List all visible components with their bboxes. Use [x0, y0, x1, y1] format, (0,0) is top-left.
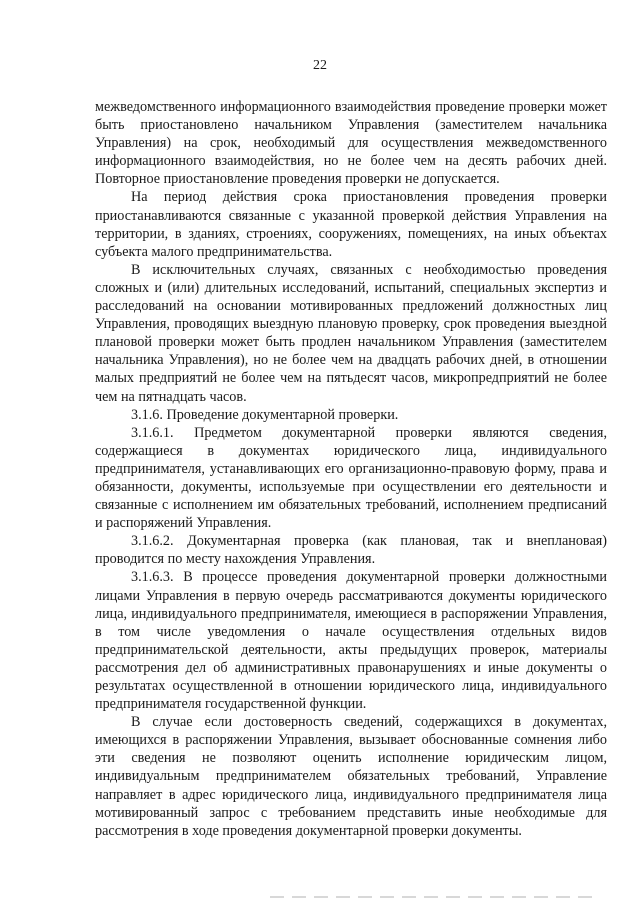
page-number: 22 [313, 58, 327, 73]
document-body [95, 98, 607, 840]
paragraph-3-1-6-1: 3.1.6.1. Предметом документарной проверки являются сведения, содержащиеся в документах юридического лица, индивидуального предпринимателя, устанавливающих его организационно-правовую форму, права и обязанности, документы, используемые при осуществлении его деятельности и связанные с исполнением им обязательных требований, исполнением предписаний и распоряжений Управления. [95, 424, 607, 532]
paragraph-continuation: межведомственного информационного взаимодействия проведение проверки может быть приостановлено начальником Управления (заместителем начальника Управления) на срок, необходимый для осуществления межведомственного информационного взаимодействия, но не более чем на десять рабочих дней. Повторное приостановление проведения проверки не допускается. [95, 99, 607, 188]
paragraph-3-1-6-3: 3.1.6.3. В процессе проведения документарной проверки должностными лицами Управления в первую очередь рассматриваются документы юридического лица, индивидуального предпринимателя, имеющиеся в распоряжении Управления, в том числе уведомления о начале осуществления отдельных видов предпринимательской деятельности, акты предыдущих проверок, материалы рассмотрения дел об административных правонарушениях и иные документы о результатах осуществленной в отношении юридического лица, индивидуального предпринимателя государственной функции. [95, 569, 607, 713]
paragraph-3-1-6-2: 3.1.6.2. Документарная проверка (как плановая, так и внеплановая) проводится по месту нахождения Управления. [95, 533, 607, 568]
paragraph-doubtful-information: В случае если достоверность сведений, содержащихся в документах, имеющихся в распоряжении Управления, вызывает обоснованные сомнения либо эти сведения не позволяют оценить исполнение юридическим лицом, индивидуальным предпринимателем обязательных требований, Управление направляет в адрес юридического лица, индивидуального предпринимателя лица мотивированный запрос с требованием представить иные необходимые для рассмотрения в ходе проведения документарной проверки документы. [95, 714, 607, 839]
paragraph-suspension-period: На период действия срока приостановления проведения проверки приостанавливаются связанные с указанной проверкой действия Управления на территории, в зданиях, строениях, сооружениях, помещениях, на иных объектах субъекта малого предпринимательства. [95, 189, 607, 260]
paragraph-exceptional-cases: В исключительных случаях, связанных с необходимостью проведения сложных и (или) длительных исследований, испытаний, специальных экспертиз и расследований на основании мотивированных предложений должностных лиц Управления, проводящих выездную плановую проверку, срок проведения выездной плановой проверки может быть продлен начальником Управления (заместителем начальника Управления), но не более чем на двадцать рабочих дней, в отношении малых предприятий не более чем на пятьдесят часов, микропредприятий не более чем на пятнадцать часов. [95, 261, 607, 405]
section-heading-3-1-6: 3.1.6. Проведение документарной проверки. [131, 406, 399, 423]
scan-artifact-line [270, 896, 600, 898]
